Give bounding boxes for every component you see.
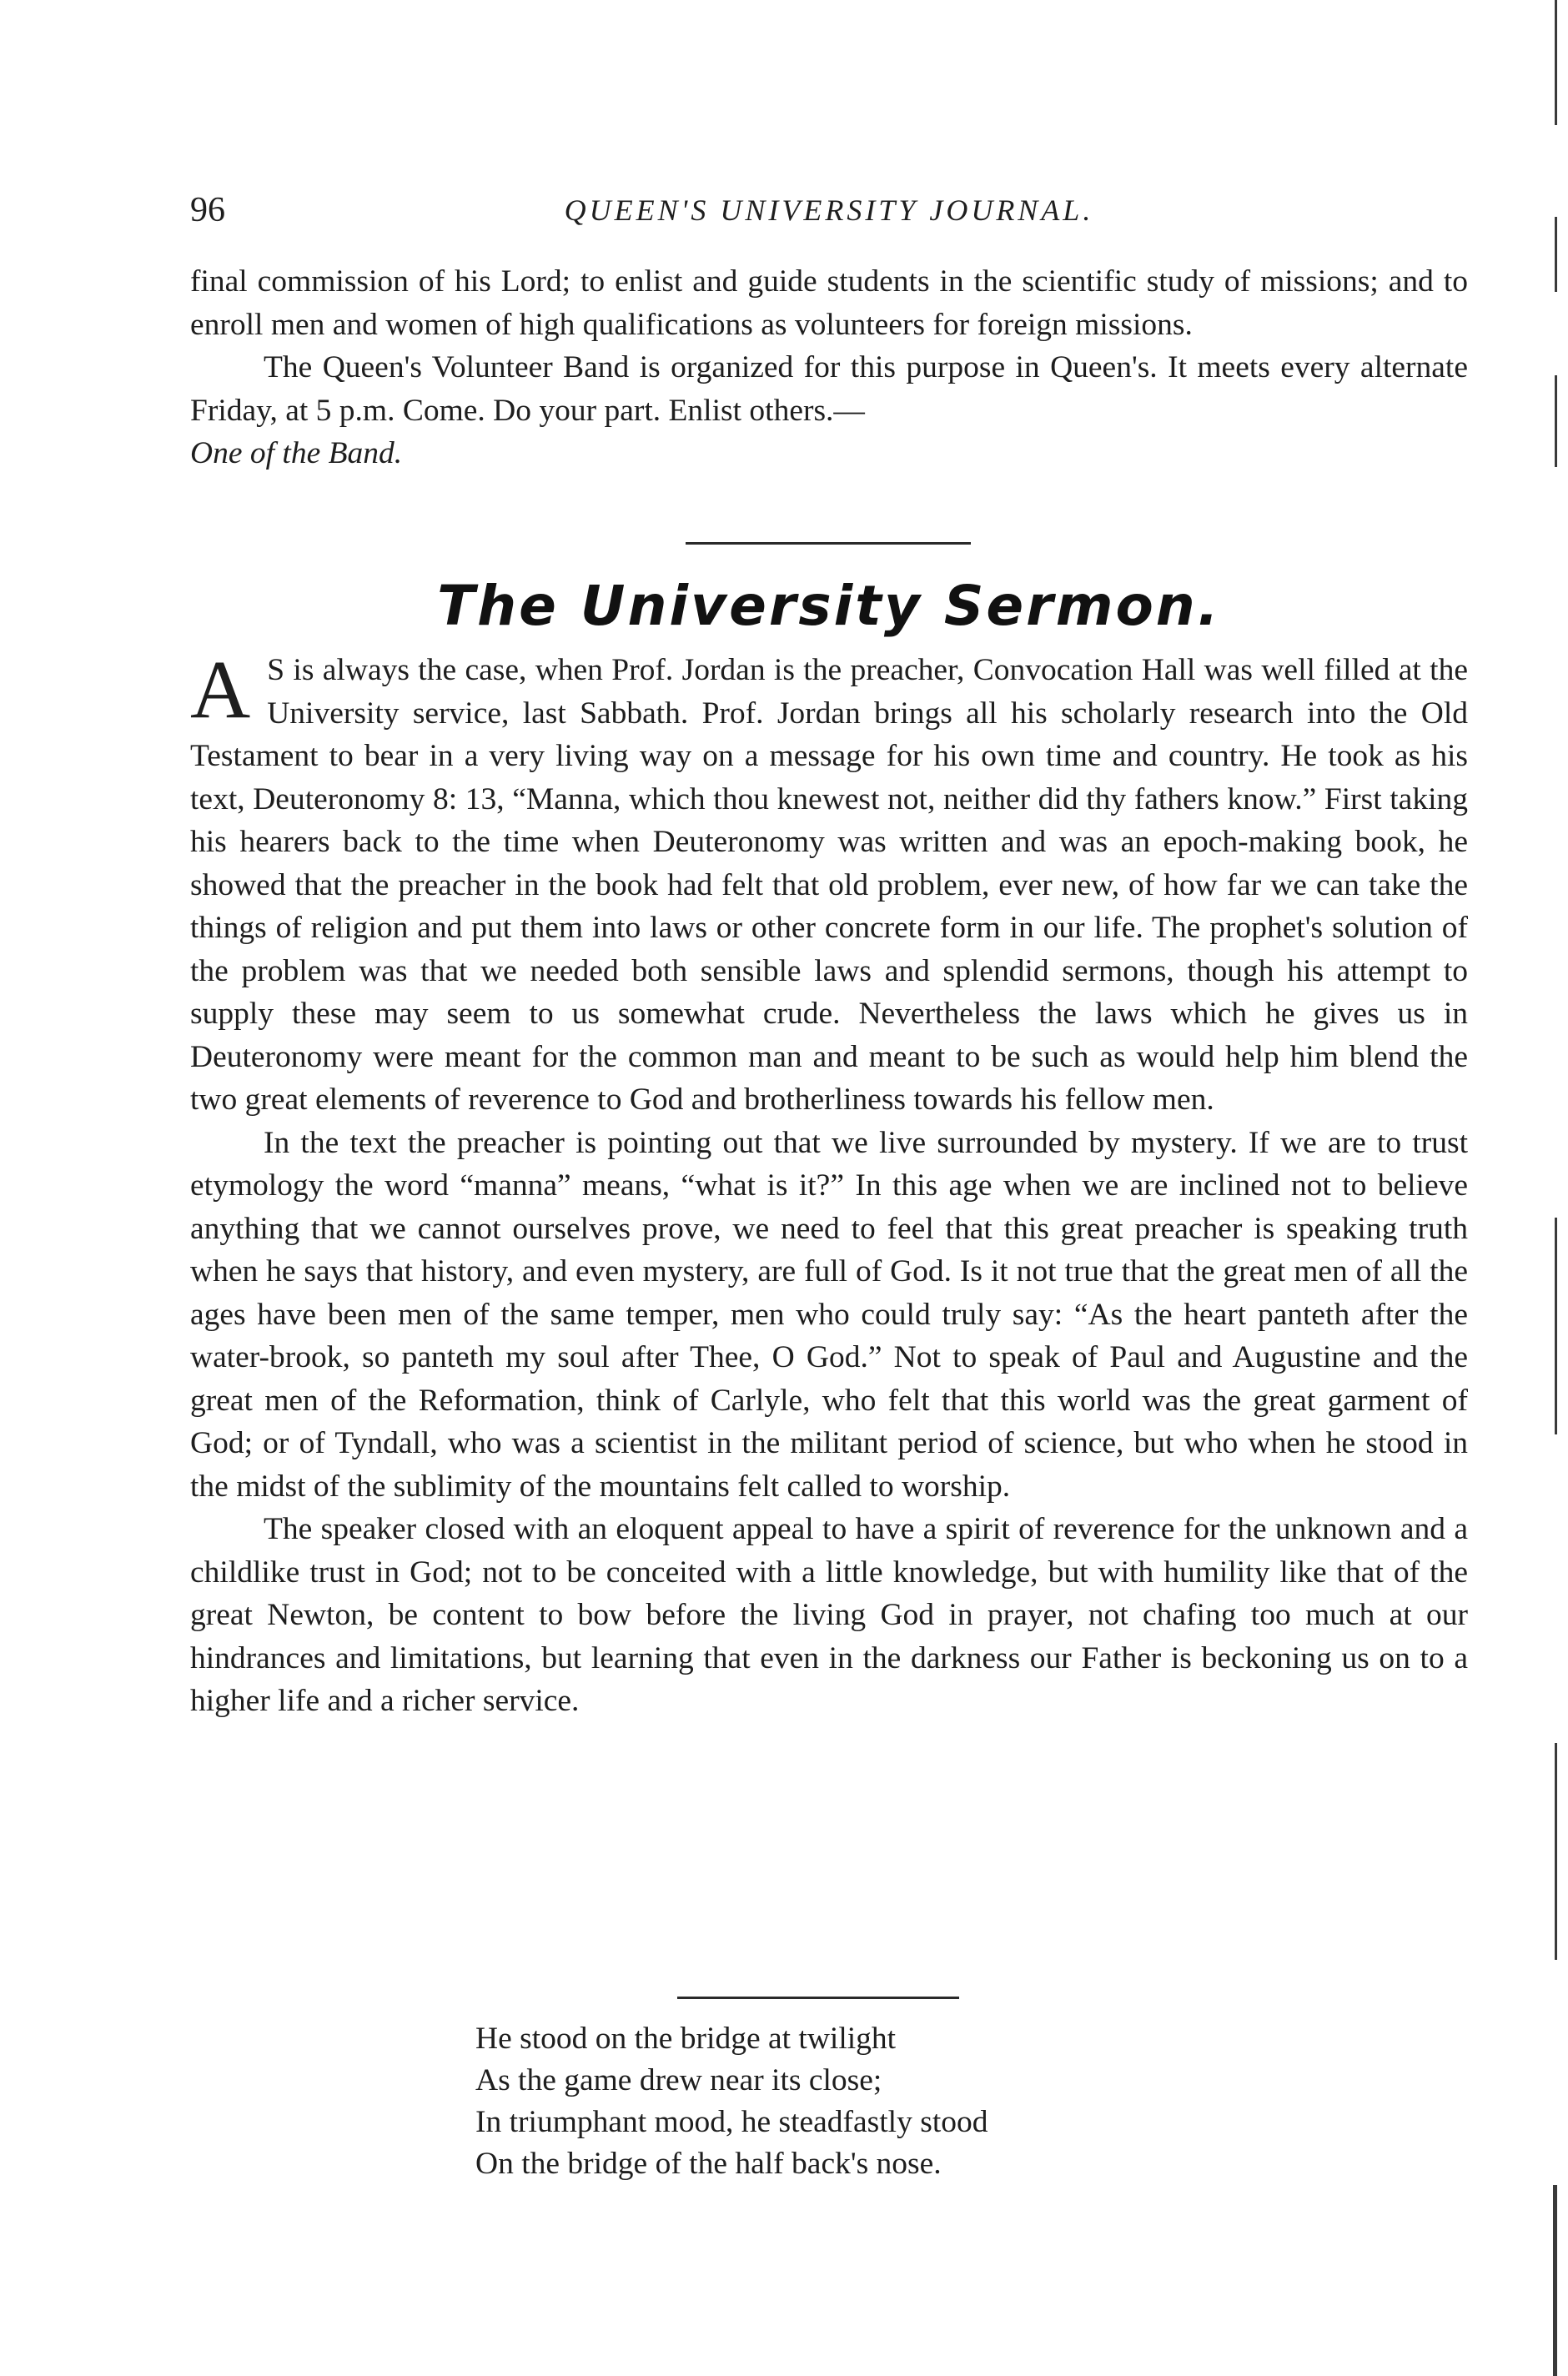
poem-line: He stood on the bridge at twilight [475,2022,897,2056]
signature: One of the Band. [190,436,403,470]
article-title: The University Sermon. [437,574,1221,638]
page-number: 96 [190,191,225,229]
binding-edge-mark [1555,375,1557,467]
poem-line: In triumphant mood, he steadfastly stood [475,2105,988,2139]
poem [475,2018,988,2185]
poem-line: As the game drew near its close; [475,2063,882,2097]
article-body [190,643,1468,1723]
page-header [190,185,1468,235]
binding-edge-mark [1555,0,1557,125]
article-paragraph-2: In the text the preacher is pointing out that we live surrounded by mystery. If we are to trust etymology the word “manna” means, “what is it?” In this age when we are inclined not to believe anything that we cannot ourselves prove, we need to feel that this great preacher is speaking truth when he says that history, and even mystery, are full of God. Is it not true that the great men of all the ages have been men of the same temper, men who could truly say: “As the heart panteth after the water-brook, so panteth my soul after Thee, O God.” Not to speak of Paul and Augustine and the great men of the Reformation, think of Carlyle, who felt that this world was the great garment of God; or of Tyndall, who was a scientist in the militant period of science, but who when he stood in the midst of the sublimity of the mountains felt called to worship. [190,1125,1468,1504]
continuation-paragraph: final commission of his Lord; to enlist and guide students in the scientific study of missions; and to enroll men and women of high qualifications as volunteers for foreign missions. [190,264,1468,342]
poem-line: On the bridge of the half back's nose. [475,2147,942,2181]
binding-edge-mark [1555,217,1557,292]
binding-edge-mark [1555,1743,1557,1960]
volunteer-band-text: The Queen's Volunteer Band is organized for this purpose in Queen's. It meets every alternate Friday, at 5 p.m. Come. Do your part. Enlist others.— [190,350,1468,428]
drop-cap: A [190,643,251,736]
article-paragraph-1 [190,643,1468,1122]
article-paragraph-1-text: S is always the case, when Prof. Jordan is the preacher, Convocation Hall was well filled at the University service, last Sabbath. Prof. Jordan brings all his scholarly research into the Old Testament to bear in a very living way on a message for his own time and country. He took as his text, Deuteronomy 8: 13, “Manna, which thou knewest not, neither did thy fathers know.” First taking his hearers back to the time when Deuteronomy was written and was an epoch-making book, he showed that the preacher in the book had felt that old problem, ever new, of how far we can take the things of religion and put them into laws or other concrete form in our life. The prophet's solution of the problem was that we needed both sensible laws and splendid sermons, though his attempt to supply these may seem to us somewhat crude. Nevertheless the laws which he gives us in Deuteronomy were meant for the common man and meant to be such as would help him blend the two great elements of reverence to God and brotherliness towards his fellow men. [190,653,1468,1117]
section-divider [686,542,971,545]
intro-section [190,260,1468,475]
running-title: QUEEN'S UNIVERSITY JOURNAL. [564,193,1094,227]
volunteer-band-paragraph [190,346,1468,475]
poem-divider [677,1997,959,1999]
binding-edge-mark [1555,1218,1557,1434]
article-paragraph-3: The speaker closed with an eloquent appeal to have a spirit of reverence for the unknown and a childlike trust in God; not to be conceited with a little knowledge, but with humility like that of the great Newton, be content to bow before the living God in prayer, not chafing too much at our hindrances and limitations, but learning that even in the darkness our Father is beckoning us on to a higher life and a richer service. [190,1512,1468,1718]
binding-edge-mark [1553,2185,1557,2376]
